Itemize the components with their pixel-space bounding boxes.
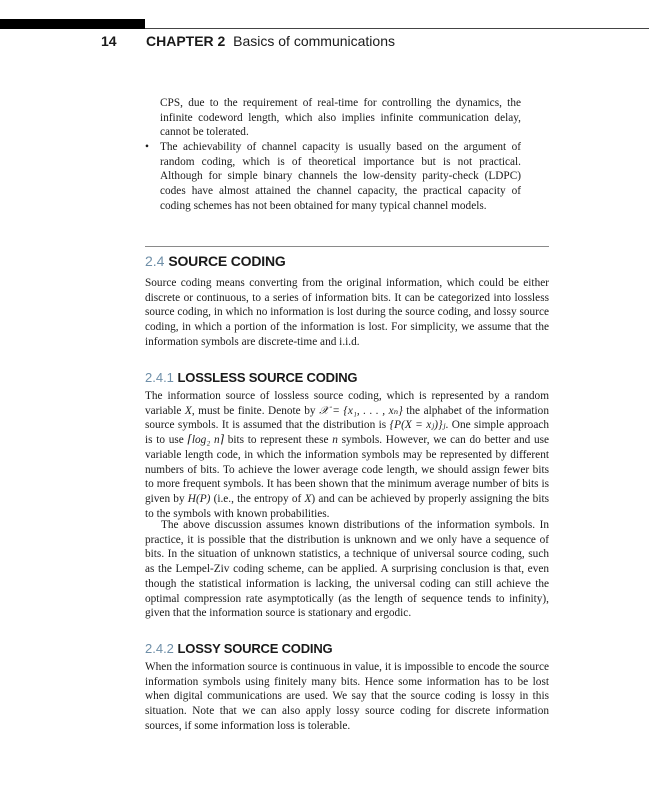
page-number: 14 bbox=[101, 33, 117, 49]
section-2-4-1-paragraph-1: The information source of lossless source coding, which is represented by a random variable X, must be finite. Denote by 𝒳 = {x₁, . . . , xₙ} the alphabet of the information source symbols. It is assumed that the distribution is {P(X = xⱼ)}ⱼ. One simple approach is to use ⌈log₂ n⌉ bits to represent these n symbols. However, we can do better and use variable length code, in which the information symbols may be represented by different numbers of bits. To achieve the lower average code length, we should assign fewer bits to more frequent symbols. It has been shown that the minimum average number of bits is given by H(P) (i.e., the entropy of X) and can be achieved by properly assigning the bits to the symbols with known probabilities. bbox=[145, 390, 550, 520]
bullet-continuation: CPS, due to the requirement of real-time for controlling the dynamics, the infinite codeword length, which also implies infinite communication delay, cannot be tolerated. bbox=[160, 97, 521, 139]
chapter-label: CHAPTER 2 bbox=[146, 33, 226, 49]
subsection-title: LOSSLESS SOURCE CODING bbox=[177, 370, 358, 385]
bullet-item bbox=[145, 140, 521, 214]
bullet-icon: • bbox=[145, 141, 149, 153]
subsection-heading-2-4-2 bbox=[145, 641, 332, 656]
var-X: X bbox=[184, 404, 192, 417]
entropy-formula: H(P) bbox=[187, 492, 211, 505]
section-divider bbox=[145, 246, 549, 247]
section-title: SOURCE CODING bbox=[168, 253, 286, 269]
section-2-4-body: Source coding means converting from the original information, which could be either discrete or continuous, to a series of information bits. It can be categorized into lossless source coding, in which no information is lost during the source coding, and lossy source coding, in which a portion of the information is lost. For simplicity, we assume that the information symbols are discrete-time and i.i.d. bbox=[145, 277, 549, 348]
header-bar bbox=[0, 19, 145, 29]
subsection-heading-2-4-1 bbox=[145, 370, 357, 385]
subsection-number: 2.4.2 bbox=[145, 641, 174, 656]
log-formula: ⌈log₂ n⌉ bbox=[187, 434, 225, 447]
section-2-4-2-body: When the information source is continuous in value, it is impossible to encode the source information symbols using finitely many bits. Hence some information has to be lost when digital communications are used. We say that the source coding is lossy in this situation. Note that we can also apply lossy source coding for discrete information sources, if some information loss is tolerable. bbox=[145, 661, 549, 732]
var-X-2: X bbox=[304, 492, 312, 505]
alphabet-formula: 𝒳 = {x₁, . . . , xₙ} bbox=[319, 404, 403, 417]
var-n: n bbox=[332, 434, 338, 447]
running-head bbox=[146, 33, 395, 49]
bullet-text: The achievability of channel capacity is usually based on the argument of random coding, which is of theoretical importance but is not practical. Although for simple binary channels the low-density parity-check (LDPC) codes have almost attained the channel capacity, the practical capacity of coding schemes has not been obtained for many typical channel models. bbox=[160, 141, 521, 212]
section-heading-2-4 bbox=[145, 253, 286, 269]
section-number: 2.4 bbox=[145, 253, 165, 269]
distribution-formula: {P(X = xⱼ)}ⱼ bbox=[389, 419, 446, 432]
chapter-title: Basics of communications bbox=[233, 33, 395, 49]
header-rule bbox=[145, 28, 649, 29]
subsection-title: LOSSY SOURCE CODING bbox=[177, 641, 333, 656]
section-2-4-1-paragraph-2: The above discussion assumes known distributions of the information symbols. In practice, it is possible that the distribution is unknown and we only have a sequence of bits. In the situation of unknown statistics, a technique of universal source coding, such as the Lempel-Ziv coding scheme, can be applied. A surprising conclusion is that, even though the statistical information is lacking, the universal coding can still achieve the optimal compression rate asymptotically (as the length of sequence tends to infinity), given that the information source is stationary and ergodic. bbox=[145, 519, 549, 620]
subsection-number: 2.4.1 bbox=[145, 370, 174, 385]
